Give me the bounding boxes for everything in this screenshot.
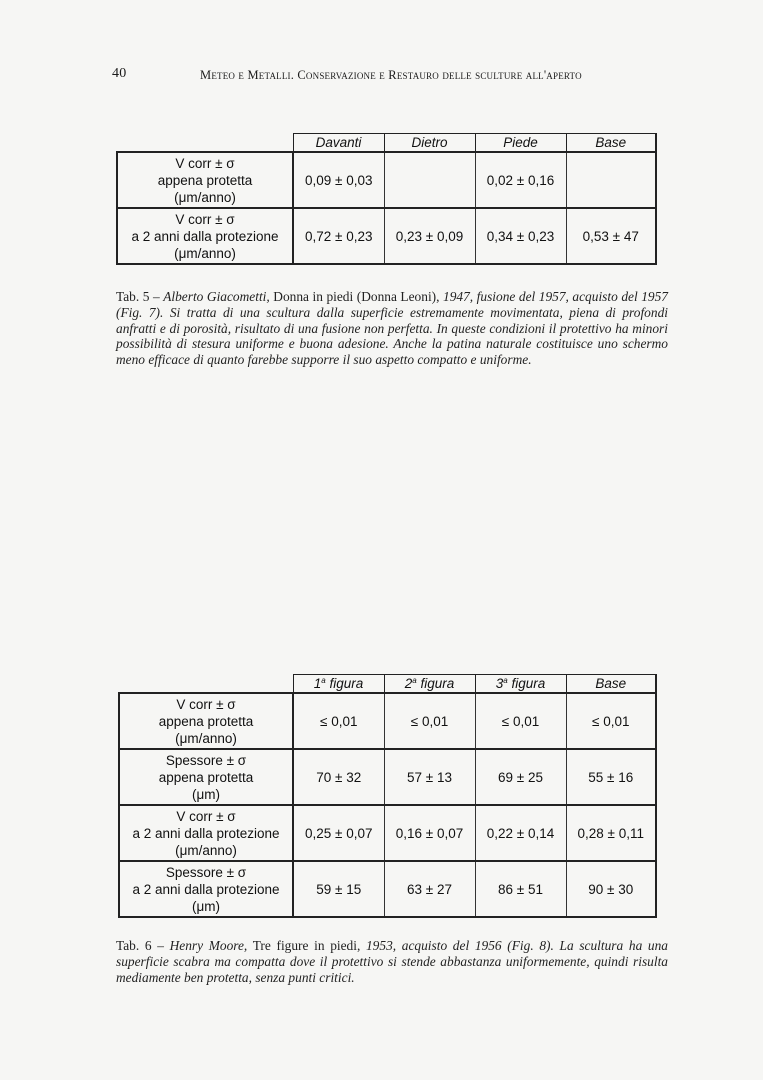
table-6-row-label (119, 693, 293, 749)
row-label-line: (μm) (191, 786, 220, 802)
caption-details: 1953, acquisto del 1956 (Fig. 8). (360, 938, 554, 953)
table-6 (118, 674, 657, 918)
table-cell: 57 ± 13 (384, 749, 475, 805)
caption-artist: Henry Moore, (169, 938, 248, 953)
table-cell: 63 ± 27 (384, 861, 475, 917)
table-5-row-label (117, 152, 293, 208)
table-cell: 0,28 ± 0,11 (566, 805, 656, 861)
row-label-line: appena protetta (157, 172, 253, 188)
running-title: Meteo e Metalli. Conservazione e Restauro delle sculture all'aperto (200, 68, 582, 82)
row-label-line: Spessore ± σ (165, 752, 247, 768)
caption-artist: Alberto Giacometti, (163, 289, 270, 304)
table-row (119, 749, 656, 805)
table-5-corner (117, 134, 293, 153)
table-5-col-header: Piede (475, 134, 566, 153)
table-6-corner (119, 675, 293, 694)
table-6-row-label (119, 805, 293, 861)
table-6-row-label (119, 861, 293, 917)
table-cell (384, 152, 475, 208)
table-row (117, 208, 656, 264)
table-cell: 90 ± 30 (566, 861, 656, 917)
row-label-line: V corr ± σ (175, 211, 235, 227)
table-cell (566, 152, 656, 208)
table-cell: 0,16 ± 0,07 (384, 805, 475, 861)
row-label-line: V corr ± σ (175, 155, 235, 171)
table-cell: ≤ 0,01 (566, 693, 656, 749)
table-cell: 59 ± 15 (293, 861, 384, 917)
table-5-col-header: Dietro (384, 134, 475, 153)
table-row (117, 152, 656, 208)
page-number: 40 (112, 66, 127, 81)
caption-description: La scultura ha una superficie scabra ma compatta dove il protettivo si stende abbastanza uniformemente, quindi risulta mediamente ben protetta, senza punti critici. (116, 938, 669, 985)
table-cell: 0,34 ± 0,23 (475, 208, 566, 264)
table-6-col-header: 2$^a$ figura (384, 675, 475, 694)
row-label-line: Spessore ± σ (165, 864, 247, 880)
row-label-line: (μm/anno) (174, 245, 236, 261)
caption-title: Tre figure in piedi, (247, 938, 361, 953)
table-cell: ≤ 0,01 (384, 693, 475, 749)
caption-description: Si tratta di una scultura dalla superficie estremamente movimentata, piena di profondi anfratti e di porosità, risultato di una fusione non perfetta. In queste condizioni il protettivo ha minori possibilità di stesura uniforme e buona adesione. Anche la patina naturale costituisce uno schermo meno efficace di quanto farebbe supporre il suo aspetto compatto e uniforme. (116, 304, 668, 368)
row-label-line: appena protetta (158, 769, 254, 785)
row-label-line: a 2 anni dalla protezione (132, 881, 280, 897)
row-label-line: V corr ± σ (176, 808, 236, 824)
table-cell: ≤ 0,01 (293, 693, 384, 749)
caption-details: 1947, fusione del 1957, acquisto del 1957 (Fig. 7). (116, 289, 668, 320)
caption-title: Donna in piedi (Donna Leoni), (269, 289, 440, 304)
table-5-header-row (117, 134, 656, 153)
table-6-col-header: 3$^a$ figura (475, 675, 566, 694)
table-cell: ≤ 0,01 (475, 693, 566, 749)
table-5-col-header: Davanti (293, 134, 384, 153)
row-label-line: appena protetta (158, 713, 254, 729)
table-cell: 70 ± 32 (293, 749, 384, 805)
table-cell: 0,02 ± 0,16 (475, 152, 566, 208)
table-6-col-header: 1$^a$ figura (293, 675, 384, 694)
table-5-row-label (117, 208, 293, 264)
table-cell: 0,72 ± 0,23 (293, 208, 384, 264)
table-row (119, 805, 656, 861)
table-row (119, 693, 656, 749)
table-row (119, 861, 656, 917)
table-cell: 0,25 ± 0,07 (293, 805, 384, 861)
row-label-line: V corr ± σ (176, 696, 236, 712)
table-cell: 0,53 ± 47 (566, 208, 656, 264)
table-5 (116, 133, 657, 265)
table-6-header-row (119, 675, 656, 694)
row-label-line: (μm/anno) (175, 730, 237, 746)
table-6-row-label (119, 749, 293, 805)
table-cell: 69 ± 25 (475, 749, 566, 805)
table-cell: 55 ± 16 (566, 749, 656, 805)
table-cell: 0,23 ± 0,09 (384, 208, 475, 264)
table-cell: 0,09 ± 0,03 (293, 152, 384, 208)
table-6-col-header: Base (566, 675, 656, 694)
caption-prefix: Tab. 5 – (116, 289, 164, 304)
table-5-caption (116, 289, 668, 368)
row-label-line: a 2 anni dalla protezione (131, 228, 279, 244)
row-label-line: a 2 anni dalla protezione (132, 825, 280, 841)
table-6-caption (116, 938, 668, 985)
row-label-line: (μm/anno) (175, 842, 237, 858)
caption-prefix: Tab. 6 – (116, 938, 170, 953)
table-cell: 86 ± 51 (475, 861, 566, 917)
table-cell: 0,22 ± 0,14 (475, 805, 566, 861)
row-label-line: (μm) (191, 898, 220, 914)
table-5-col-header: Base (566, 134, 656, 153)
row-label-line: (μm/anno) (174, 189, 236, 205)
